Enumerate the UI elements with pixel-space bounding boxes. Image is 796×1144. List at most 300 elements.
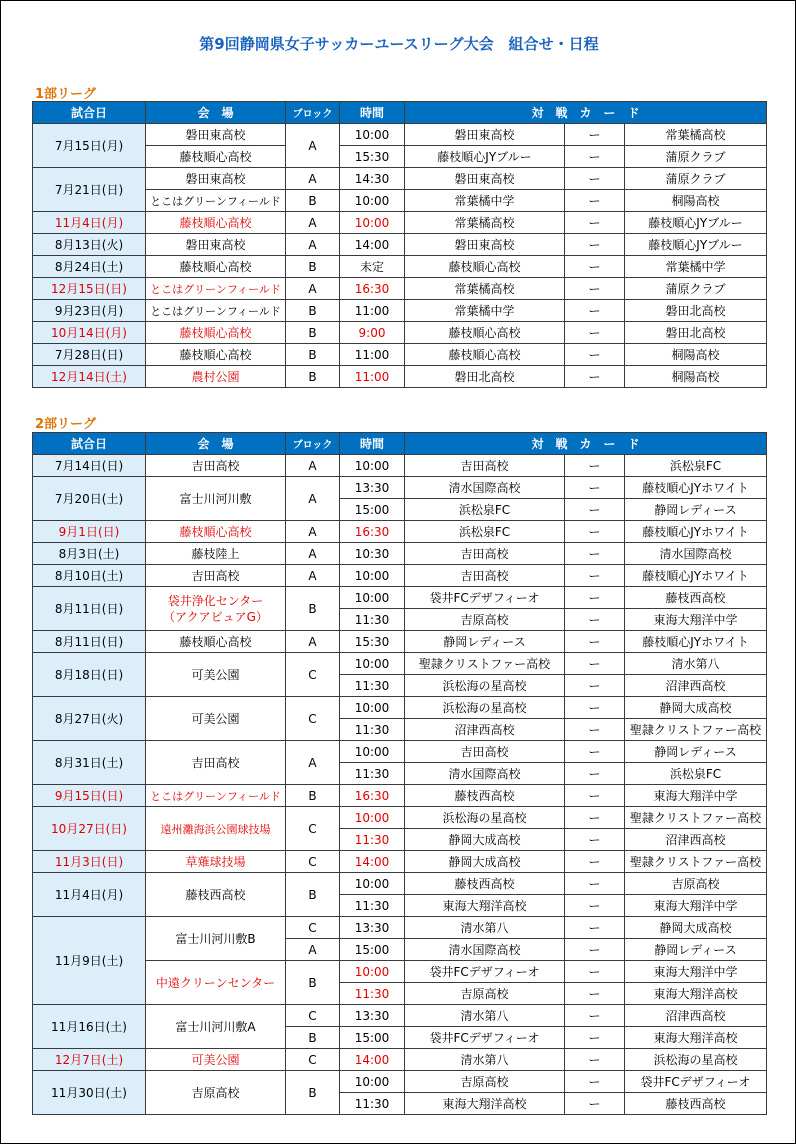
home-team: 磐田北高校	[405, 366, 565, 388]
versus-dash: ー	[565, 366, 625, 388]
away-team: 浜松泉FC	[625, 455, 767, 477]
versus-dash: ー	[565, 1049, 625, 1071]
table-row	[33, 168, 767, 190]
match-block: A	[286, 234, 340, 256]
away-team: 清水第八	[625, 653, 767, 675]
away-team: 桐陽高校	[625, 366, 767, 388]
match-time: 15:30	[340, 631, 405, 653]
table-row	[33, 234, 767, 256]
match-venue: 磐田東高校	[146, 124, 286, 146]
venue-line-1: 袋井浄化センター	[167, 593, 264, 608]
match-block: B	[286, 1027, 340, 1049]
match-block: C	[286, 1005, 340, 1027]
table-row	[33, 873, 767, 895]
away-team: 磐田北高校	[625, 300, 767, 322]
header-date: 試合日	[33, 433, 146, 455]
versus-dash: ー	[565, 851, 625, 873]
table-row	[33, 565, 767, 587]
home-team: 清水国際高校	[405, 477, 565, 499]
away-team: 静岡大成高校	[625, 917, 767, 939]
match-venue: 富士川河川敷A	[146, 1005, 286, 1049]
table-row	[33, 1049, 767, 1071]
match-date: 11月9日(土)	[33, 917, 146, 1005]
match-time: 11:30	[340, 983, 405, 1005]
home-team: 吉田高校	[405, 565, 565, 587]
match-time: 10:00	[340, 961, 405, 983]
versus-dash: ー	[565, 895, 625, 917]
match-time: 15:00	[340, 499, 405, 521]
match-time: 10:00	[340, 873, 405, 895]
match-block: C	[286, 1049, 340, 1071]
versus-dash: ー	[565, 763, 625, 785]
match-block: A	[286, 543, 340, 565]
match-time: 9:00	[340, 322, 405, 344]
match-time: 10:00	[340, 807, 405, 829]
away-team: 東海大翔洋中学	[625, 785, 767, 807]
away-team: 藤枝順心JYホワイト	[625, 631, 767, 653]
away-team: 東海大翔洋中学	[625, 895, 767, 917]
header-card: 対 戦 カ ー ド	[405, 102, 767, 124]
match-time: 15:30	[340, 146, 405, 168]
match-venue: 吉田高校	[146, 741, 286, 785]
home-team: 浜松海の星高校	[405, 697, 565, 719]
match-venue: 藤枝順心高校	[146, 256, 286, 278]
home-team: 聖隷クリストファー高校	[405, 653, 565, 675]
away-team: 常葉橘高校	[625, 124, 767, 146]
home-team: 清水第八	[405, 1005, 565, 1027]
match-venue: 農村公園	[146, 366, 286, 388]
match-date: 8月10日(土)	[33, 565, 146, 587]
match-time: 10:00	[340, 1071, 405, 1093]
away-team: 蒲原クラブ	[625, 146, 767, 168]
table-row	[33, 278, 767, 300]
match-time: 16:30	[340, 278, 405, 300]
match-venue: とこはグリーンフィールド	[146, 785, 286, 807]
match-time: 10:00	[340, 653, 405, 675]
home-team: 東海大翔洋高校	[405, 1093, 565, 1115]
home-team: 藤枝順心高校	[405, 322, 565, 344]
versus-dash: ー	[565, 1071, 625, 1093]
match-block: B	[286, 322, 340, 344]
match-venue: 吉原高校	[146, 1071, 286, 1115]
home-team: 磐田東高校	[405, 168, 565, 190]
match-venue: 藤枝順心高校	[146, 146, 286, 168]
match-block: C	[286, 851, 340, 873]
match-block: B	[286, 344, 340, 366]
versus-dash: ー	[565, 190, 625, 212]
table-row	[33, 785, 767, 807]
home-team: 藤枝順心JYブルー	[405, 146, 565, 168]
match-time: 11:00	[340, 344, 405, 366]
match-venue: 吉田高校	[146, 565, 286, 587]
home-team: 吉原高校	[405, 1071, 565, 1093]
versus-dash: ー	[565, 807, 625, 829]
match-block: A	[286, 631, 340, 653]
match-block: B	[286, 873, 340, 917]
table-row	[33, 256, 767, 278]
match-block: A	[286, 168, 340, 190]
away-team: 桐陽高校	[625, 344, 767, 366]
match-venue: 吉田高校	[146, 455, 286, 477]
versus-dash: ー	[565, 212, 625, 234]
match-date: 7月14日(日)	[33, 455, 146, 477]
match-block: C	[286, 807, 340, 851]
home-team: 清水国際高校	[405, 939, 565, 961]
versus-dash: ー	[565, 961, 625, 983]
header-date: 試合日	[33, 102, 146, 124]
home-team: 浜松泉FC	[405, 499, 565, 521]
match-venue: 藤枝順心高校	[146, 344, 286, 366]
away-team: 藤枝順心JYホワイト	[625, 565, 767, 587]
match-time: 10:00	[340, 565, 405, 587]
match-date: 12月15日(日)	[33, 278, 146, 300]
header-time: 時間	[340, 433, 405, 455]
match-venue: とこはグリーンフィールド	[146, 278, 286, 300]
table-row	[33, 455, 767, 477]
away-team: 東海大翔洋中学	[625, 609, 767, 631]
versus-dash: ー	[565, 234, 625, 256]
match-date: 8月11日(日)	[33, 631, 146, 653]
table-row	[33, 124, 767, 146]
table-row	[33, 322, 767, 344]
match-date: 8月3日(土)	[33, 543, 146, 565]
match-time: 11:00	[340, 366, 405, 388]
header-time: 時間	[340, 102, 405, 124]
match-time: 14:00	[340, 234, 405, 256]
table-header	[33, 102, 767, 124]
match-venue: 可美公園	[146, 697, 286, 741]
versus-dash: ー	[565, 631, 625, 653]
match-time: 15:00	[340, 939, 405, 961]
match-time: 11:30	[340, 609, 405, 631]
table-row	[33, 653, 767, 675]
match-time: 16:30	[340, 521, 405, 543]
match-block: A	[286, 477, 340, 521]
match-date: 7月20日(土)	[33, 477, 146, 521]
home-team: 袋井FCデザフィーオ	[405, 961, 565, 983]
away-team: 沼津西高校	[625, 829, 767, 851]
versus-dash: ー	[565, 1005, 625, 1027]
table-row	[33, 344, 767, 366]
away-team: 藤枝順心JYブルー	[625, 234, 767, 256]
versus-dash: ー	[565, 587, 625, 609]
match-block: B	[286, 300, 340, 322]
table-row	[33, 543, 767, 565]
table-row	[33, 851, 767, 873]
versus-dash: ー	[565, 256, 625, 278]
match-date: 10月14日(月)	[33, 322, 146, 344]
versus-dash: ー	[565, 499, 625, 521]
match-date: 9月1日(日)	[33, 521, 146, 543]
match-time: 14:00	[340, 1049, 405, 1071]
match-venue: 可美公園	[146, 1049, 286, 1071]
header-card: 対 戦 カ ー ド	[405, 433, 767, 455]
match-block: B	[286, 190, 340, 212]
match-time: 13:30	[340, 477, 405, 499]
home-team: 藤枝西高校	[405, 873, 565, 895]
match-venue: 可美公園	[146, 653, 286, 697]
match-date: 11月4日(月)	[33, 873, 146, 917]
home-team: 吉原高校	[405, 609, 565, 631]
versus-dash: ー	[565, 609, 625, 631]
match-date: 7月28日(日)	[33, 344, 146, 366]
page-title: 第9回静岡県女子サッカーユースリーグ大会 組合せ・日程	[199, 35, 599, 53]
versus-dash: ー	[565, 697, 625, 719]
away-team: 袋井FCデザフィーオ	[625, 1071, 767, 1093]
match-date: 10月27日(日)	[33, 807, 146, 851]
match-venue: 富士川河川敷B	[146, 917, 286, 961]
home-team: 常葉橘高校	[405, 212, 565, 234]
table-row	[33, 300, 767, 322]
match-time: 11:30	[340, 763, 405, 785]
home-team: 清水第八	[405, 1049, 565, 1071]
table-row	[33, 697, 767, 719]
table-row	[33, 212, 767, 234]
table-header	[33, 433, 767, 455]
match-date: 9月23日(月)	[33, 300, 146, 322]
versus-dash: ー	[565, 477, 625, 499]
match-time: 11:30	[340, 829, 405, 851]
table-row	[33, 366, 767, 388]
versus-dash: ー	[565, 521, 625, 543]
match-venue: 草薙球技場	[146, 851, 286, 873]
league2-heading: 2部リーグ	[35, 417, 97, 432]
match-date: 8月13日(火)	[33, 234, 146, 256]
versus-dash: ー	[565, 983, 625, 1005]
home-team: 吉田高校	[405, 455, 565, 477]
away-team: 清水国際高校	[625, 543, 767, 565]
versus-dash: ー	[565, 741, 625, 763]
home-team: 常葉橘中学	[405, 190, 565, 212]
home-team: 藤枝順心高校	[405, 256, 565, 278]
match-venue	[146, 587, 286, 631]
away-team: 沼津西高校	[625, 675, 767, 697]
match-time: 10:30	[340, 543, 405, 565]
match-time: 11:30	[340, 719, 405, 741]
away-team: 東海大翔洋高校	[625, 983, 767, 1005]
match-date: 8月24日(土)	[33, 256, 146, 278]
away-team: 藤枝順心JYホワイト	[625, 521, 767, 543]
header-block: ブロック	[286, 102, 340, 124]
away-team: 静岡レディース	[625, 741, 767, 763]
table-row	[33, 917, 767, 939]
away-team: 常葉橘中学	[625, 256, 767, 278]
away-team: 吉原高校	[625, 873, 767, 895]
league1-table	[32, 101, 767, 388]
home-team: 藤枝順心高校	[405, 344, 565, 366]
away-team: 蒲原クラブ	[625, 168, 767, 190]
league2-table	[32, 432, 767, 1115]
table-row	[33, 741, 767, 763]
away-team: 聖隷クリストファー高校	[625, 719, 767, 741]
match-time: 13:30	[340, 1005, 405, 1027]
table-row	[33, 587, 767, 609]
versus-dash: ー	[565, 543, 625, 565]
match-time: 11:30	[340, 1093, 405, 1115]
match-time: 未定	[340, 256, 405, 278]
away-team: 沼津西高校	[625, 1005, 767, 1027]
header-block: ブロック	[286, 433, 340, 455]
match-date: 8月11日(日)	[33, 587, 146, 631]
home-team: 静岡大成高校	[405, 829, 565, 851]
away-team: 藤枝順心JYホワイト	[625, 477, 767, 499]
home-team: 東海大翔洋高校	[405, 895, 565, 917]
match-time: 10:00	[340, 212, 405, 234]
versus-dash: ー	[565, 146, 625, 168]
match-block: A	[286, 455, 340, 477]
table-row	[33, 477, 767, 499]
match-date: 11月16日(土)	[33, 1005, 146, 1049]
match-block: B	[286, 366, 340, 388]
home-team: 常葉橘中学	[405, 300, 565, 322]
away-team: 蒲原クラブ	[625, 278, 767, 300]
match-block: A	[286, 212, 340, 234]
home-team: 常葉橘高校	[405, 278, 565, 300]
match-date: 12月14日(土)	[33, 366, 146, 388]
match-block: C	[286, 653, 340, 697]
home-team: 磐田東高校	[405, 234, 565, 256]
versus-dash: ー	[565, 278, 625, 300]
match-time: 10:00	[340, 124, 405, 146]
match-block: A	[286, 565, 340, 587]
away-team: 聖隷クリストファー高校	[625, 851, 767, 873]
away-team: 静岡レディース	[625, 499, 767, 521]
table-row	[33, 807, 767, 829]
match-date: 9月15日(日)	[33, 785, 146, 807]
match-venue: 藤枝順心高校	[146, 322, 286, 344]
match-block: B	[286, 1071, 340, 1115]
match-time: 10:00	[340, 190, 405, 212]
away-team: 藤枝順心JYブルー	[625, 212, 767, 234]
home-team: 磐田東高校	[405, 124, 565, 146]
match-block: B	[286, 256, 340, 278]
venue-line-2: （アクアビュアG）	[163, 609, 268, 624]
away-team: 東海大翔洋中学	[625, 961, 767, 983]
away-team: 浜松泉FC	[625, 763, 767, 785]
home-team: 袋井FCデザフィーオ	[405, 587, 565, 609]
match-block: A	[286, 521, 340, 543]
match-time: 10:00	[340, 697, 405, 719]
match-time: 14:30	[340, 168, 405, 190]
away-team: 静岡レディース	[625, 939, 767, 961]
match-venue: 中遠クリーンセンター	[146, 961, 286, 1005]
away-team: 聖隷クリストファー高校	[625, 807, 767, 829]
match-venue: とこはグリーンフィールド	[146, 300, 286, 322]
match-time: 13:30	[340, 917, 405, 939]
match-date: 7月21日(日)	[33, 168, 146, 212]
match-venue: 藤枝西高校	[146, 873, 286, 917]
match-venue: 遠州灘海浜公園球技場	[146, 807, 286, 851]
versus-dash: ー	[565, 873, 625, 895]
versus-dash: ー	[565, 1093, 625, 1115]
table-row	[33, 1005, 767, 1027]
match-date: 7月15日(月)	[33, 124, 146, 168]
match-block: A	[286, 278, 340, 300]
versus-dash: ー	[565, 939, 625, 961]
versus-dash: ー	[565, 1027, 625, 1049]
match-time: 11:30	[340, 895, 405, 917]
match-block: C	[286, 917, 340, 939]
table-row	[33, 1071, 767, 1093]
away-team: 浜松海の星高校	[625, 1049, 767, 1071]
match-venue: 藤枝順心高校	[146, 521, 286, 543]
home-team: 吉原高校	[405, 983, 565, 1005]
match-time: 11:00	[340, 300, 405, 322]
versus-dash: ー	[565, 124, 625, 146]
home-team: 清水国際高校	[405, 763, 565, 785]
match-block: A	[286, 124, 340, 168]
versus-dash: ー	[565, 653, 625, 675]
match-venue: 藤枝順心高校	[146, 631, 286, 653]
match-date: 11月4日(月)	[33, 212, 146, 234]
home-team: 清水第八	[405, 917, 565, 939]
home-team: 静岡大成高校	[405, 851, 565, 873]
home-team: 吉田高校	[405, 543, 565, 565]
home-team: 浜松泉FC	[405, 521, 565, 543]
home-team: 浜松海の星高校	[405, 807, 565, 829]
league1-heading: 1部リーグ	[35, 87, 97, 102]
versus-dash: ー	[565, 719, 625, 741]
away-team: 静岡大成高校	[625, 697, 767, 719]
versus-dash: ー	[565, 300, 625, 322]
versus-dash: ー	[565, 168, 625, 190]
versus-dash: ー	[565, 455, 625, 477]
match-venue: 藤枝陸上	[146, 543, 286, 565]
away-team: 藤枝西高校	[625, 587, 767, 609]
match-time: 10:00	[340, 587, 405, 609]
match-time: 14:00	[340, 851, 405, 873]
match-date: 12月7日(土)	[33, 1049, 146, 1071]
match-time: 15:00	[340, 1027, 405, 1049]
versus-dash: ー	[565, 344, 625, 366]
away-team: 磐田北高校	[625, 322, 767, 344]
home-team: 静岡レディース	[405, 631, 565, 653]
match-block: B	[286, 785, 340, 807]
match-venue: とこはグリーンフィールド	[146, 190, 286, 212]
match-block: A	[286, 939, 340, 961]
match-venue: 磐田東高校	[146, 168, 286, 190]
versus-dash: ー	[565, 675, 625, 697]
home-team: 袋井FCデザフィーオ	[405, 1027, 565, 1049]
versus-dash: ー	[565, 565, 625, 587]
match-date: 8月31日(土)	[33, 741, 146, 785]
match-date: 8月18日(日)	[33, 653, 146, 697]
versus-dash: ー	[565, 829, 625, 851]
match-time: 10:00	[340, 455, 405, 477]
versus-dash: ー	[565, 917, 625, 939]
versus-dash: ー	[565, 322, 625, 344]
table-row	[33, 631, 767, 653]
away-team: 東海大翔洋高校	[625, 1027, 767, 1049]
match-venue: 磐田東高校	[146, 234, 286, 256]
match-date: 11月30日(土)	[33, 1071, 146, 1115]
home-team: 沼津西高校	[405, 719, 565, 741]
away-team: 桐陽高校	[625, 190, 767, 212]
match-date: 8月27日(火)	[33, 697, 146, 741]
match-time: 10:00	[340, 741, 405, 763]
header-venue: 会 場	[146, 433, 286, 455]
home-team: 藤枝西高校	[405, 785, 565, 807]
match-block: B	[286, 587, 340, 631]
versus-dash: ー	[565, 785, 625, 807]
match-time: 16:30	[340, 785, 405, 807]
match-date: 11月3日(日)	[33, 851, 146, 873]
match-block: A	[286, 741, 340, 785]
match-venue: 富士川河川敷	[146, 477, 286, 521]
home-team: 浜松海の星高校	[405, 675, 565, 697]
away-team: 藤枝西高校	[625, 1093, 767, 1115]
header-venue: 会 場	[146, 102, 286, 124]
